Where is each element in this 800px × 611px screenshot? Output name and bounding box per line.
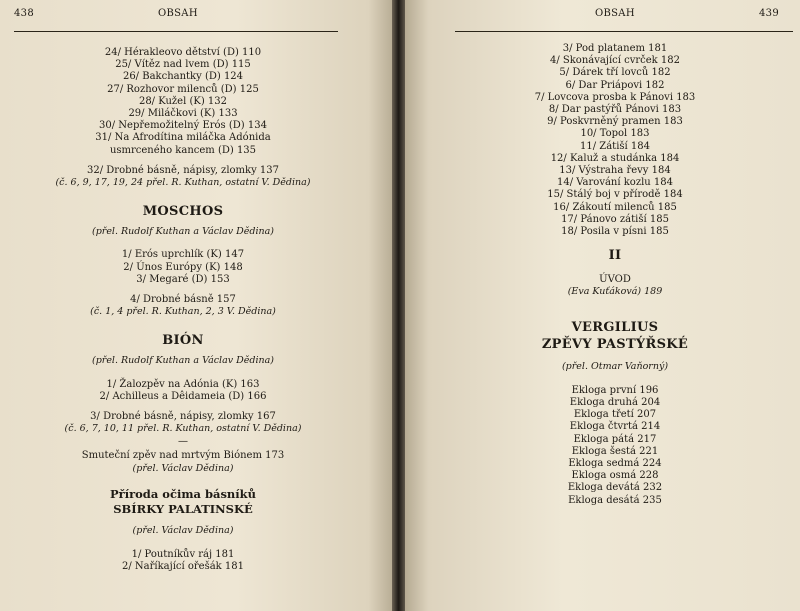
left-contents-column bbox=[18, 47, 348, 573]
toc-entry: Ekloga desátá 235 bbox=[568, 494, 662, 506]
section-heading: ZPĚVY PASTÝŘSKÉ bbox=[541, 336, 689, 352]
toc-entry: 5/ Dárek tří lovců 182 bbox=[559, 67, 671, 79]
toc-entry: Ekloga první 196 bbox=[571, 384, 659, 396]
section-heading: BIÓN bbox=[162, 333, 204, 349]
toc-entry: 15/ Stálý boj v přírodě 184 bbox=[547, 189, 683, 201]
toc-entry: Ekloga devátá 232 bbox=[567, 482, 663, 494]
section-heading: — bbox=[178, 436, 188, 448]
toc-entry: 27/ Rozhovor milenců (D) 125 bbox=[107, 83, 259, 95]
toc-entry: 7/ Lovcova prosba k Pánovi 183 bbox=[534, 91, 696, 103]
toc-entry: 2/ Naříkající ořešák 181 bbox=[121, 561, 245, 573]
toc-entry: ÚVOD bbox=[599, 274, 631, 286]
toc-entry: Ekloga třetí 207 bbox=[573, 409, 657, 421]
toc-entry: (č. 1, 4 přel. R. Kuthan, 2, 3 V. Dědina) bbox=[90, 306, 276, 318]
toc-entry: (přel. Otmar Vaňorný) bbox=[561, 360, 669, 372]
toc-entry: 24/ Hérakleovo dětství (D) 110 bbox=[104, 47, 262, 58]
header-rule-left bbox=[14, 31, 338, 32]
toc-entry: 8/ Dar pastýřů Pánovi 183 bbox=[548, 104, 682, 116]
page-number-left: 438 bbox=[14, 8, 34, 19]
toc-entry: 2/ Únos Európy (K) 148 bbox=[123, 261, 243, 273]
section-heading: Příroda očima básníků bbox=[110, 486, 256, 501]
toc-entry: 29/ Miláčkovi (K) 133 bbox=[128, 108, 238, 120]
toc-entry: 16/ Zákoutí milenců 185 bbox=[553, 201, 677, 213]
left-page bbox=[0, 0, 392, 611]
toc-entry: 3/ Pod platanem 181 bbox=[562, 43, 668, 54]
toc-entry: 18/ Posila v písni 185 bbox=[561, 226, 669, 238]
toc-entry: (č. 6, 7, 10, 11 přel. R. Kuthan, ostatní V. Dědina) bbox=[64, 423, 302, 435]
toc-entry: 28/ Kužel (K) 132 bbox=[138, 95, 228, 107]
toc-entry: 3/ Megaré (D) 153 bbox=[136, 273, 230, 285]
toc-entry: 3/ Drobné básně, nápisy, zlomky 167 bbox=[90, 411, 276, 423]
toc-entry: Ekloga sedmá 224 bbox=[568, 458, 662, 470]
toc-entry: 25/ Vítěz nad lvem (D) 115 bbox=[115, 59, 251, 71]
toc-entry: 26/ Bakchantky (D) 124 bbox=[122, 71, 244, 83]
section-heading: VERGILIUS bbox=[571, 319, 659, 335]
toc-entry: 4/ Drobné básně 157 bbox=[130, 294, 236, 306]
book-gutter bbox=[392, 0, 405, 611]
toc-entry: 9/ Poskvrněný pramen 183 bbox=[547, 116, 683, 128]
toc-entry: 1/ Žalozpěv na Adónia (K) 163 bbox=[106, 378, 260, 390]
toc-entry: 4/ Skonávající cvrček 182 bbox=[549, 55, 680, 67]
toc-entry: 2/ Achilleus a Dêidameia (D) 166 bbox=[99, 390, 267, 402]
toc-entry: 13/ Výstraha řevy 184 bbox=[559, 165, 671, 177]
toc-entry: (přel. Rudolf Kuthan a Václav Dědina) bbox=[91, 355, 274, 367]
running-header-right: OBSAH bbox=[595, 8, 635, 19]
page-number-right: 439 bbox=[759, 8, 779, 19]
header-rule-right bbox=[455, 31, 793, 32]
toc-entry: 14/ Varování kozlu 184 bbox=[556, 177, 674, 189]
toc-entry: Ekloga druhá 204 bbox=[569, 397, 661, 409]
toc-entry: 10/ Topol 183 bbox=[580, 128, 650, 140]
section-heading: MOSCHOS bbox=[142, 204, 224, 220]
section-heading: II bbox=[608, 248, 622, 264]
toc-entry: (Eva Kuťáková) 189 bbox=[567, 286, 663, 298]
toc-entry: 11/ Zátiší 184 bbox=[580, 140, 650, 152]
toc-entry: 1/ Poutníkův ráj 181 bbox=[131, 549, 235, 561]
toc-entry: Ekloga čtvrtá 214 bbox=[569, 421, 661, 433]
toc-entry: Smuteční zpěv nad mrtvým Biónem 173 bbox=[81, 450, 285, 462]
toc-entry: 17/ Pánovo zátiší 185 bbox=[561, 213, 669, 225]
toc-entry: (přel. Václav Dědina) bbox=[132, 524, 234, 536]
toc-entry: 6/ Dar Priápovi 182 bbox=[565, 79, 665, 91]
toc-entry: Ekloga šestá 221 bbox=[571, 445, 659, 457]
toc-entry: (přel. Václav Dědina) bbox=[132, 462, 234, 474]
toc-entry: Ekloga osmá 228 bbox=[571, 470, 659, 482]
toc-entry: 32/ Drobné básně, nápisy, zlomky 137 bbox=[87, 164, 279, 176]
right-page bbox=[405, 0, 800, 611]
toc-entry: (přel. Rudolf Kuthan a Václav Dědina) bbox=[91, 226, 274, 238]
toc-entry: 12/ Kaluž a studánka 184 bbox=[550, 152, 680, 164]
toc-entry: Ekloga pátá 217 bbox=[573, 433, 657, 445]
right-contents-column bbox=[485, 43, 745, 507]
toc-entry: 1/ Erós uprchlík (K) 147 bbox=[121, 249, 245, 261]
running-header-left: OBSAH bbox=[158, 8, 198, 19]
toc-entry: 30/ Nepřemožitelný Erós (D) 134 bbox=[99, 120, 267, 132]
toc-entry: (č. 6, 9, 17, 19, 24 přel. R. Kuthan, ostatní V. Dědina) bbox=[55, 177, 311, 189]
toc-entry: usmrceného kancem (D) 135 bbox=[109, 144, 257, 156]
section-heading: SBÍRKY PALATINSKÉ bbox=[113, 501, 253, 516]
toc-entry: 31/ Na Afrodítina miláčka Adónida bbox=[95, 132, 271, 144]
